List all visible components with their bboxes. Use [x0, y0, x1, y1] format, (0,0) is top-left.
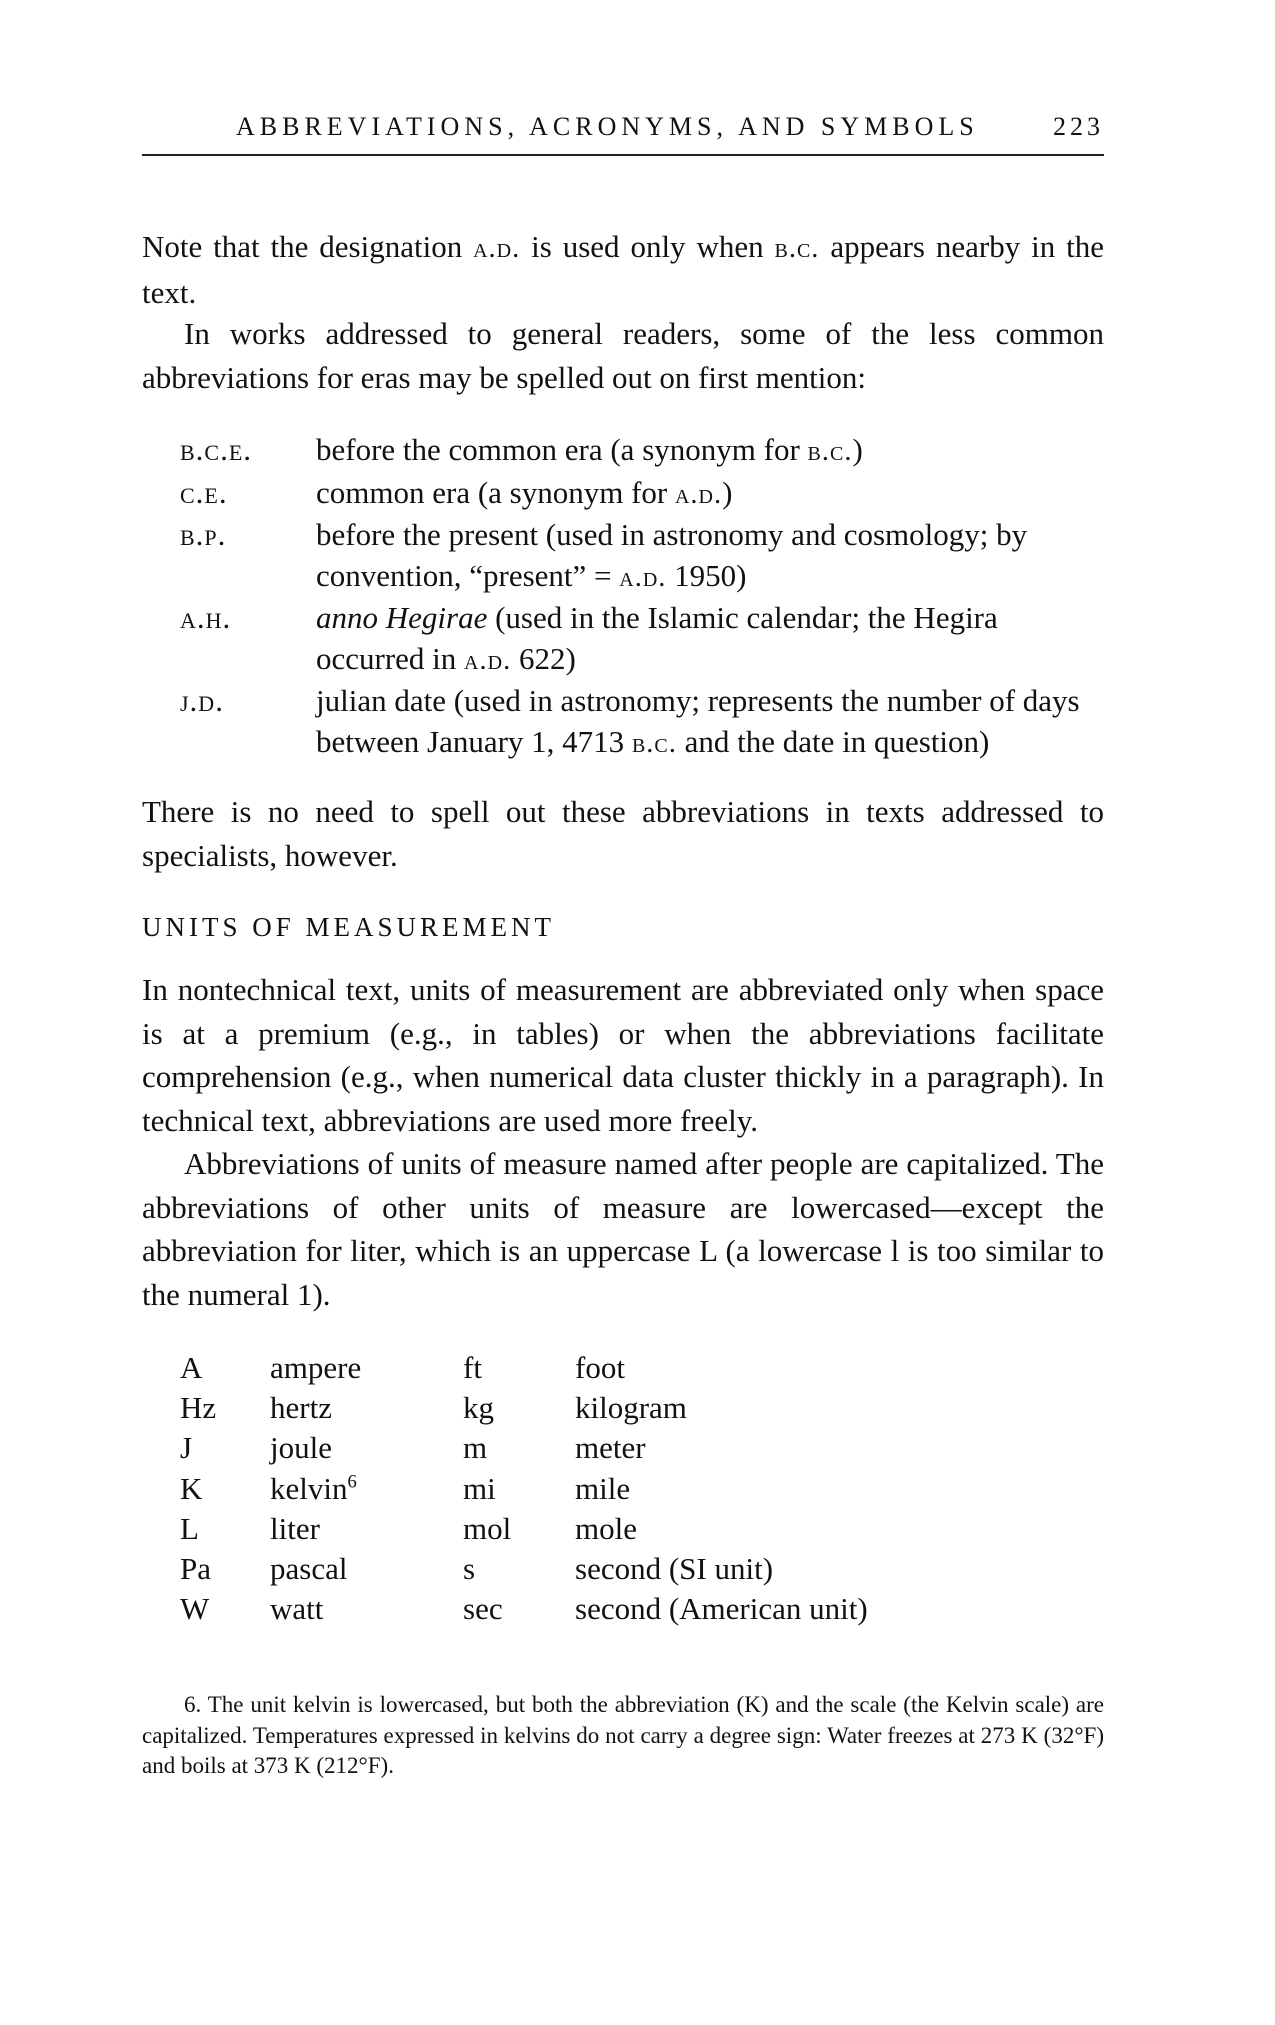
unit-abbreviation — [463, 1509, 575, 1549]
era-small-caps: a.d. — [674, 478, 723, 510]
unit-name — [270, 1589, 463, 1629]
unit-abbreviation-text: K — [180, 1470, 203, 1506]
paragraph-general-readers: In works addressed to general readers, some of the less common abbreviations for eras may be spelled out on first mention: — [142, 316, 1104, 395]
era-small-caps: a.d. — [464, 644, 512, 676]
unit-name — [575, 1589, 915, 1629]
unit-name — [575, 1469, 915, 1509]
unit-name-text: foot — [575, 1350, 625, 1385]
footnote-marker: 6 — [347, 1471, 357, 1493]
era-abbreviation: c.e. — [180, 474, 228, 510]
era-item — [180, 598, 1104, 681]
unit-name — [575, 1509, 915, 1549]
era-definition — [316, 473, 1104, 516]
unit-abbreviation — [180, 1549, 270, 1589]
unit-name-text: mile — [575, 1470, 631, 1506]
era-definition-tail: ) — [722, 474, 733, 510]
unit-abbreviation-text: Pa — [180, 1550, 211, 1586]
paragraph-specialists: There is no need to spell out these abbreviations in texts addressed to specialists, however. — [142, 794, 1104, 873]
era-abbreviation: b.p. — [180, 517, 227, 552]
running-head-title: ABBREVIATIONS, ACRONYMS, AND SYMBOLS — [236, 112, 979, 141]
unit-name-text: mole — [575, 1510, 637, 1546]
running-head — [142, 108, 1104, 156]
unit-abbreviation — [180, 1589, 270, 1629]
unit-name-text: pascal — [270, 1550, 348, 1586]
era-abbreviation: b.c.e. — [180, 432, 253, 467]
footnote: 6. The unit kelvin is lowercased, but both the abbreviation (K) and the scale (the Kelvin scale) are capitalized. Temperatures expressed in kelvins do not carry a degree sign: Water freezes at 273 K (32°F) and boils at 373 K (212°F). — [142, 1692, 1104, 1778]
unit-name-text: meter — [575, 1430, 646, 1466]
unit-row — [180, 1589, 915, 1629]
unit-name-text: kelvin — [270, 1470, 348, 1506]
era-definition-text: before the present (used in astronomy and cosmology; by convention, “present” = — [316, 517, 1028, 593]
paragraph-capitalization: Abbreviations of units of measure named after people are capitalized. The abbreviations of other units of measure are lowercased—except the abbreviation for liter, which is an uppercase L (a lowercase l is too similar to the numeral 1). — [142, 1146, 1104, 1312]
era-definition-text: common era (a synonym for — [316, 474, 675, 510]
era-small-caps: b.c. — [631, 727, 677, 759]
unit-name — [575, 1388, 915, 1428]
unit-abbreviation — [463, 1549, 575, 1589]
era-item — [180, 430, 1104, 473]
era-small-caps: b.c. — [807, 436, 853, 467]
unit-abbreviation — [463, 1469, 575, 1509]
unit-name-text: kilogram — [575, 1390, 687, 1426]
unit-name-text: joule — [270, 1430, 332, 1466]
para1-text-2: is used only when — [520, 229, 775, 264]
para1-bc: b.c. — [774, 233, 820, 264]
era-item — [180, 473, 1104, 516]
era-definition-text: before the common era (a synonym for — [316, 432, 808, 467]
era-definition-tail: 622) — [511, 640, 576, 676]
era-abbreviation-list — [180, 430, 1104, 764]
unit-name-text: liter — [270, 1510, 320, 1546]
section-heading: UNITS OF MEASUREMENT — [142, 912, 556, 942]
unit-row — [180, 1509, 915, 1549]
unit-abbreviation — [463, 1589, 575, 1629]
unit-abbreviation — [180, 1388, 270, 1428]
era-definition — [316, 681, 1104, 764]
unit-abbreviation — [180, 1428, 270, 1468]
unit-name — [270, 1509, 463, 1549]
era-definition-tail: and the date in question) — [676, 723, 990, 759]
para1-text-1: Note that the designation — [142, 229, 474, 264]
era-small-caps: a.d. — [619, 561, 667, 593]
unit-abbreviation — [463, 1388, 575, 1428]
unit-abbreviation — [180, 1509, 270, 1549]
era-abbreviation: j.d. — [180, 683, 224, 718]
unit-abbreviation — [463, 1348, 575, 1388]
unit-abbreviation-text: kg — [463, 1390, 494, 1426]
unit-name — [575, 1549, 915, 1589]
unit-abbreviation-text: J — [180, 1430, 193, 1466]
era-definition-tail: 1950) — [666, 557, 747, 593]
units-table — [180, 1348, 915, 1629]
unit-name — [270, 1348, 463, 1388]
unit-row — [180, 1549, 915, 1589]
era-italic-term: anno Hegirae — [316, 600, 488, 635]
unit-abbreviation-text: mol — [463, 1510, 512, 1546]
para1-ad: a.d. — [473, 233, 521, 264]
unit-row — [180, 1388, 915, 1428]
unit-row — [180, 1348, 915, 1388]
era-item — [180, 515, 1104, 598]
era-definition — [316, 430, 1104, 473]
unit-abbreviation-text: ft — [463, 1350, 482, 1385]
unit-name-text: hertz — [270, 1390, 332, 1426]
era-item — [180, 681, 1104, 764]
era-definition-text: (used in the Islamic calendar; the Hegira occurred in — [316, 600, 998, 676]
unit-abbreviation — [463, 1428, 575, 1468]
unit-abbreviation-text: W — [180, 1591, 210, 1627]
page-number: 223 — [1053, 112, 1104, 141]
era-definition-tail: ) — [852, 432, 863, 467]
unit-abbreviation-text: m — [463, 1430, 488, 1466]
unit-abbreviation — [180, 1348, 270, 1388]
unit-name-text: second (SI unit) — [575, 1550, 774, 1586]
unit-abbreviation — [180, 1469, 270, 1509]
unit-abbreviation-text: s — [463, 1550, 476, 1586]
era-definition — [316, 515, 1104, 598]
unit-abbreviation-text: A — [180, 1350, 203, 1385]
era-definition-text: julian date (used in astronomy; represents the number of days between January 1, 4713 — [316, 683, 1080, 759]
unit-name-text: second (American unit) — [575, 1591, 868, 1627]
unit-name — [270, 1388, 463, 1428]
paragraph-nontechnical: In nontechnical text, units of measurement are abbreviated only when space is at a premium (e.g., in tables) or when the abbreviations facilitate comprehension (e.g., when numerical data cluster thickly in a paragraph). In technical text, abbreviations are used more freely. — [142, 972, 1104, 1138]
paragraph-ad-note — [142, 225, 1104, 314]
unit-name — [575, 1428, 915, 1468]
unit-name — [270, 1549, 463, 1589]
unit-name-text: ampere — [270, 1350, 362, 1385]
unit-row — [180, 1428, 915, 1468]
unit-name — [270, 1428, 463, 1468]
unit-name — [575, 1348, 915, 1388]
era-definition — [316, 598, 1104, 681]
para1-text-3: appears nearby in the text. — [142, 229, 1104, 310]
unit-name-text: watt — [270, 1591, 324, 1627]
unit-abbreviation-text: L — [180, 1510, 199, 1546]
era-abbreviation: a.h. — [180, 600, 232, 635]
unit-row — [180, 1469, 915, 1509]
unit-name — [270, 1469, 463, 1509]
unit-abbreviation-text: mi — [463, 1470, 496, 1506]
unit-abbreviation-text: sec — [463, 1591, 503, 1627]
unit-abbreviation-text: Hz — [180, 1390, 217, 1426]
